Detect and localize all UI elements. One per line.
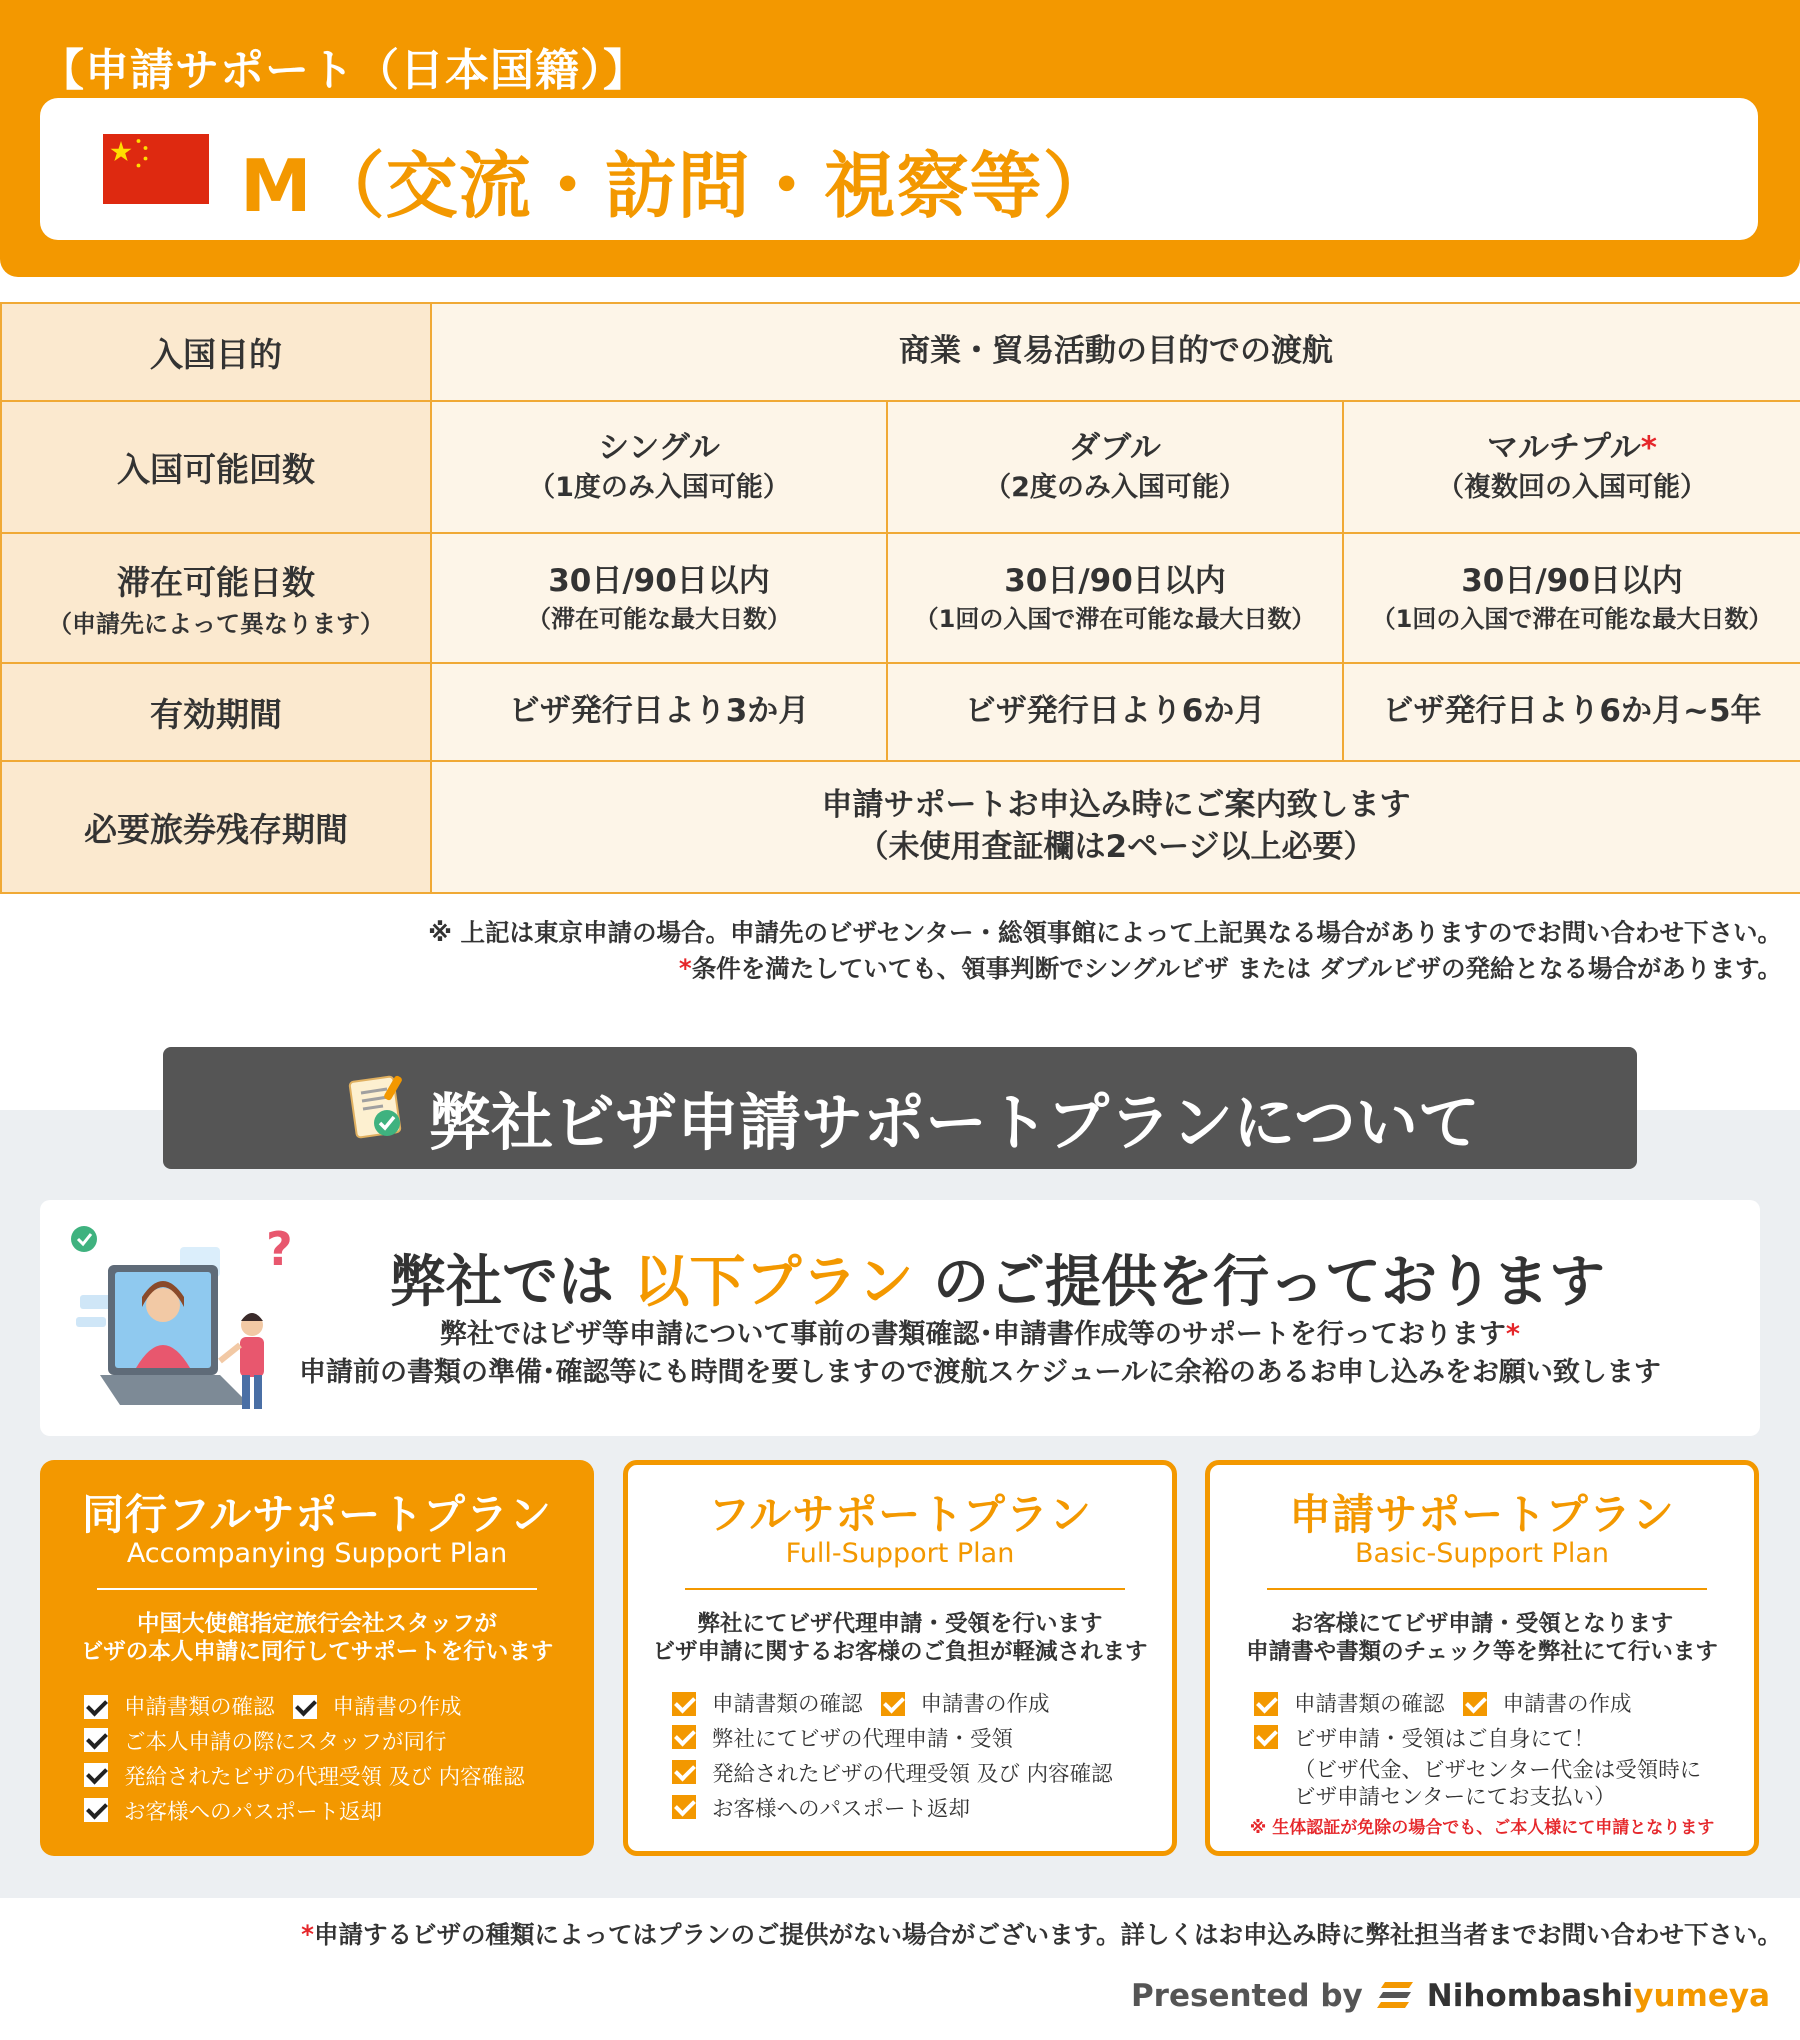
intro-line-1-star: * [1505, 1319, 1521, 1350]
plan-checklist [672, 1687, 1162, 1827]
entries-multiple [1343, 401, 1800, 533]
entries-double [887, 401, 1343, 533]
plan-desc-line-2: 申請書や書類のチェック等を弊社にて行います [1246, 1639, 1718, 1665]
plan-title: 申請サポートプラン [1289, 1490, 1675, 1539]
validity-double: ビザ発行日より6か月 [887, 663, 1343, 761]
header-label: 【申請サポート（日本国籍）】 [40, 45, 648, 96]
check-label: 申請書の作成 [920, 1692, 1050, 1717]
check-label: 申請書類の確認 [124, 1695, 275, 1720]
check-label: お客様へのパスポート返却 [124, 1800, 383, 1825]
plan-divider [1267, 1588, 1707, 1590]
plans-section-banner [163, 1047, 1637, 1169]
checkbox-icon [84, 1728, 108, 1752]
document-check-icon [341, 1069, 417, 1145]
checklist-item [84, 1690, 275, 1721]
check-label: お客様へのパスポート返却 [712, 1797, 971, 1822]
brand-name-accent: yumeya [1633, 1978, 1770, 2014]
plan-description [1210, 1610, 1754, 1666]
stay-single-sub: （滞在可能な最大日数） [527, 604, 791, 633]
list-item [672, 1792, 1162, 1827]
stay-multiple [1343, 533, 1800, 663]
check-label: ビザ申請・受領はご自身にて！ [1294, 1727, 1596, 1752]
visa-info-table [0, 302, 1800, 894]
entries-single-main: シングル [598, 429, 720, 466]
entries-multiple-sub: （複数回の入国可能） [1437, 471, 1707, 503]
checkbox-icon [293, 1695, 317, 1719]
brand-name: Nihombashi [1426, 1978, 1634, 2014]
plan-checklist [1254, 1687, 1744, 1811]
row-head-entries: 入国可能回数 [1, 401, 431, 533]
list-item [672, 1757, 1162, 1792]
checklist-item [1254, 1687, 1445, 1718]
list-item [84, 1795, 574, 1830]
list-item [1254, 1687, 1744, 1722]
checkbox-icon [84, 1695, 108, 1719]
stay-double-main: 30日/90日以内 [1004, 562, 1226, 599]
plan-title: 同行フルサポートプラン [81, 1490, 553, 1539]
table-row-passport [1, 761, 1800, 893]
row-head-stay [1, 533, 431, 663]
plans-section-title: 弊社ビザ申請サポートプランについて [429, 1086, 1480, 1159]
list-item [84, 1725, 574, 1760]
checklist-item [1463, 1687, 1632, 1718]
intro-title-post: のご提供を行っております [933, 1250, 1605, 1315]
plan-card-accompanying [40, 1460, 594, 1856]
plan-desc-line-1: 中国大使館指定旅行会社スタッフが [136, 1611, 497, 1637]
row-head-passport: 必要旅券残存期間 [1, 761, 431, 893]
plan-warning: ※ 生体認証が免除の場合でも、ご本人様にて申請となります [1249, 1818, 1715, 1838]
list-item [84, 1690, 574, 1725]
row-head-validity: 有効期間 [1, 663, 431, 761]
stay-single-main: 30日/90日以内 [548, 562, 770, 599]
check-continuation-2: ビザ申請センターにてお支払い） [1294, 1785, 1616, 1810]
note-star: * [678, 954, 692, 983]
stay-single [431, 533, 887, 663]
table-row-entries [1, 401, 1800, 533]
checkbox-icon [672, 1795, 696, 1819]
checklist-item [881, 1687, 1050, 1718]
checkbox-icon [1254, 1725, 1278, 1749]
intro-line-2: 申請前の書類の準備･確認等にも時間を要しますので渡航スケジュールに余裕のあるお申し込みをお願い致します [299, 1357, 1661, 1388]
check-label: 発給されたビザの代理受領 及び 内容確認 [124, 1765, 525, 1790]
note-line-1: ※ 上記は東京申請の場合。申請先のビザセンター・総領事館によって上記異なる場合がありますのでお問い合わせ下さい。 [428, 918, 1782, 947]
table-notes [428, 915, 1782, 987]
plan-subtitle: Accompanying Support Plan [126, 1538, 508, 1569]
plan-divider [685, 1588, 1125, 1590]
plan-desc-line-1: 弊社にてビザ代理申請・受領を行います [697, 1611, 1103, 1637]
list-item [672, 1722, 1162, 1757]
row-head-purpose: 入国目的 [1, 303, 431, 401]
footnote-text: 申請するビザの種類によってはプランのご提供がない場合がございます。詳しくはお申込み時に弊社担当者までお問い合わせ下さい。 [313, 1920, 1782, 1949]
passport-line1: 申請サポートお申込み時にご案内致します [821, 787, 1411, 824]
stay-double-sub: （1回の入国で滞在可能な最大日数） [914, 604, 1316, 633]
passport-line2: （未使用査証欄は2ページ以上必要） [857, 829, 1375, 865]
note-line-2-text: 条件を満たしていても、領事判断でシングルビザ または ダブルビザの発給となる場合があります。 [691, 954, 1782, 983]
intro-title-highlight: 以下プラン [633, 1250, 914, 1315]
checkbox-icon [1254, 1692, 1278, 1716]
entries-double-main: ダブル [1069, 429, 1161, 466]
plan-description [628, 1610, 1172, 1666]
plans-intro-title [390, 1238, 1605, 1318]
checkbox-icon [84, 1798, 108, 1822]
check-label: 申請書の作成 [1502, 1692, 1632, 1717]
svg-text:?: ? [266, 1225, 293, 1276]
list-item [84, 1760, 574, 1795]
list-item [1254, 1722, 1744, 1757]
stay-head-sub: （申請先によって異なります） [48, 610, 384, 638]
visa-type-title: M（交流・訪問・視察等） [240, 144, 1116, 228]
stay-double [887, 533, 1343, 663]
plan-desc-line-2: ビザの本人申請に同行してサポートを行います [80, 1639, 554, 1665]
plan-card-basic-support [1205, 1460, 1759, 1856]
validity-multiple: ビザ発行日より6か月~5年 [1343, 663, 1800, 761]
visa-title-card [40, 98, 1758, 240]
passport-value [431, 761, 1800, 893]
plan-divider [97, 1588, 537, 1590]
plan-subtitle: Full-Support Plan [785, 1538, 1015, 1569]
stay-multiple-main: 30日/90日以内 [1461, 562, 1683, 599]
plan-desc-line-2: ビザ申請に関するお客様のご負担が軽減されます [652, 1639, 1148, 1665]
check-continuation-1: （ビザ代金、ビザセンター代金は受領時に [1294, 1758, 1702, 1783]
page-header [0, 0, 1800, 277]
checkbox-icon [1463, 1692, 1487, 1716]
presented-by [1131, 1978, 1770, 2014]
checklist-item [293, 1690, 462, 1721]
entries-single-sub: （1度のみ入国可能） [528, 471, 790, 503]
check-label: 弊社にてビザの代理申請・受領 [712, 1727, 1014, 1752]
checkbox-icon [881, 1692, 905, 1716]
nihombashi-logo-icon [1377, 1980, 1417, 2012]
table-row-validity [1, 663, 1800, 761]
plans-intro-card [40, 1200, 1760, 1436]
checkbox-icon [672, 1725, 696, 1749]
table-row-stay [1, 533, 1800, 663]
plan-desc-line-1: お客様にてビザ申請・受領となります [1290, 1611, 1674, 1637]
plan-card-full-support [623, 1460, 1177, 1856]
intro-line-1 [270, 1316, 1690, 1354]
intro-line-1-text: 弊社ではビザ等申請について事前の書類確認･申請書作成等のサポートを行っております [439, 1319, 1506, 1350]
checkbox-icon [84, 1763, 108, 1787]
stay-head-main: 滞在可能日数 [117, 563, 315, 602]
checkbox-icon [672, 1692, 696, 1716]
check-label: ご本人申請の際にスタッフが同行 [124, 1730, 447, 1755]
presented-by-label: Presented by [1130, 1978, 1363, 2014]
plan-description [40, 1610, 594, 1666]
entries-multiple-star: * [1640, 429, 1657, 466]
stay-multiple-sub: （1回の入国で滞在可能な最大日数） [1371, 604, 1773, 633]
intro-title-pre: 弊社では [390, 1250, 614, 1315]
check-label: 申請書の作成 [332, 1695, 462, 1720]
plans-footnote [301, 1916, 1782, 1951]
plans-intro-text [270, 1316, 1690, 1392]
entries-multiple-main: マルチプル [1487, 429, 1641, 466]
plan-subtitle: Basic-Support Plan [1355, 1538, 1609, 1569]
checklist-item [672, 1687, 863, 1718]
entries-single [431, 401, 887, 533]
validity-single: ビザ発行日より3か月 [431, 663, 887, 761]
table-row-purpose [1, 303, 1800, 401]
list-item [672, 1687, 1162, 1722]
check-label: 申請書類の確認 [712, 1692, 863, 1717]
checkbox-icon [672, 1760, 696, 1784]
note-line-2 [428, 951, 1782, 987]
entries-double-sub: （2度のみ入国可能） [984, 471, 1246, 503]
purpose-value: 商業・貿易活動の目的での渡航 [431, 303, 1800, 401]
plan-checklist [84, 1690, 574, 1830]
check-label: 発給されたビザの代理受領 及び 内容確認 [712, 1762, 1113, 1787]
check-label: 申請書類の確認 [1294, 1692, 1445, 1717]
china-flag-icon [103, 134, 209, 204]
footnote-star: * [301, 1920, 314, 1949]
plan-title: フルサポートプラン [707, 1490, 1093, 1539]
